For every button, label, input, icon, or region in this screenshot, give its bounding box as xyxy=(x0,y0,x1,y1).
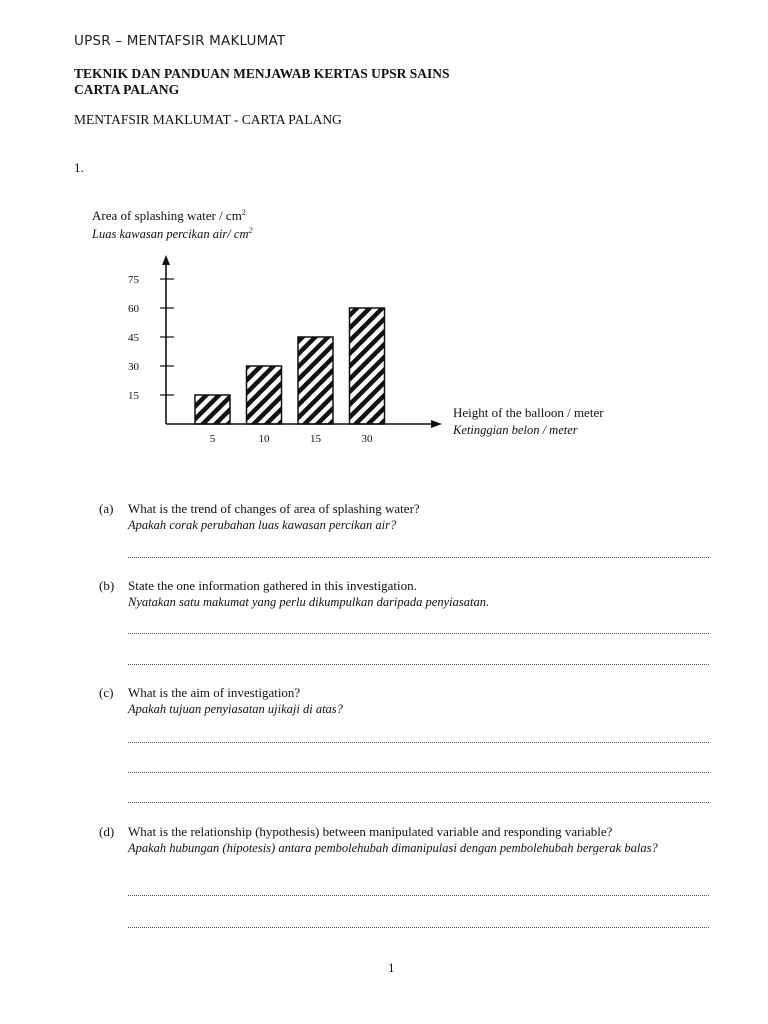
question-text-english: What is the trend of changes of area of splashing water? xyxy=(128,501,420,516)
answer-line[interactable] xyxy=(128,772,709,773)
question-letter: (d) xyxy=(99,824,115,839)
bar xyxy=(350,308,385,424)
y-tick-label: 75 xyxy=(128,274,139,286)
y-tick-label: 45 xyxy=(128,332,139,344)
chart-bars xyxy=(195,308,385,424)
bar xyxy=(298,337,333,424)
question-letter: (c) xyxy=(99,685,114,700)
question-text-english: State the one information gathered in this investigation. xyxy=(128,578,417,593)
page-header: UPSR – MENTAFSIR MAKLUMAT xyxy=(74,33,286,49)
y-tick-label: 60 xyxy=(128,303,139,315)
page-number: 1 xyxy=(388,960,395,975)
x-tick-label: 10 xyxy=(258,433,270,445)
answer-line[interactable] xyxy=(128,742,709,743)
answer-line[interactable] xyxy=(128,664,709,665)
document-title: TEKNIK DAN PANDUAN MENJAWAB KERTAS UPSR SAINS xyxy=(74,66,450,81)
question-number: 1. xyxy=(74,160,84,175)
answer-line[interactable] xyxy=(128,633,709,634)
y-tick-label: 15 xyxy=(128,390,139,402)
y-tick-label: 30 xyxy=(128,361,139,373)
x-tick-label: 15 xyxy=(310,433,321,445)
answer-line[interactable] xyxy=(128,802,709,803)
answer-line[interactable] xyxy=(128,927,709,928)
question-text-malay: Nyatakan satu makumat yang perlu dikumpulkan daripada penyiasatan. xyxy=(128,595,490,609)
question-text-english: What is the aim of investigation? xyxy=(128,685,301,700)
question-text-malay: Apakah hubungan (hipotesis) antara pembolehubah dimanipulasi dengan pembolehubah bergerak balas? xyxy=(128,841,658,855)
bar xyxy=(195,395,230,424)
y-axis-arrowhead xyxy=(162,255,170,265)
chart-x-ticks xyxy=(210,433,373,445)
question-text-english: What is the relationship (hypothesis) between manipulated variable and responding variable? xyxy=(128,824,613,839)
y-axis-label-text: Area of splashing water / cm xyxy=(92,208,242,223)
bar xyxy=(247,366,282,424)
x-tick-label: 5 xyxy=(209,433,216,445)
x-axis-arrowhead xyxy=(431,420,442,428)
question-text-malay: Apakah tujuan penyiasatan ujikaji di atas? xyxy=(128,702,343,716)
chart-x-axis-label-malay: Ketinggian belon / meter xyxy=(453,423,578,437)
x-tick-label: 30 xyxy=(361,433,373,445)
document-title-line2: CARTA PALANG xyxy=(74,82,180,97)
y-axis-label-superscript: 2 xyxy=(241,208,246,217)
chart-y-ticks xyxy=(128,274,174,402)
chart-x-axis-label: Height of the balloon / meter xyxy=(453,405,604,420)
question-letter: (a) xyxy=(99,501,114,516)
answer-line[interactable] xyxy=(128,557,709,558)
section-subtitle: MENTAFSIR MAKLUMAT - CARTA PALANG xyxy=(74,112,342,127)
y-axis-label-malay-text: Luas kawasan percikan air/ cm xyxy=(92,227,249,241)
question-text-malay: Apakah corak perubahan luas kawasan percikan air? xyxy=(128,518,397,532)
question-letter: (b) xyxy=(99,578,115,593)
y-axis-label-malay-superscript: 2 xyxy=(248,226,253,235)
answer-line[interactable] xyxy=(128,895,709,896)
